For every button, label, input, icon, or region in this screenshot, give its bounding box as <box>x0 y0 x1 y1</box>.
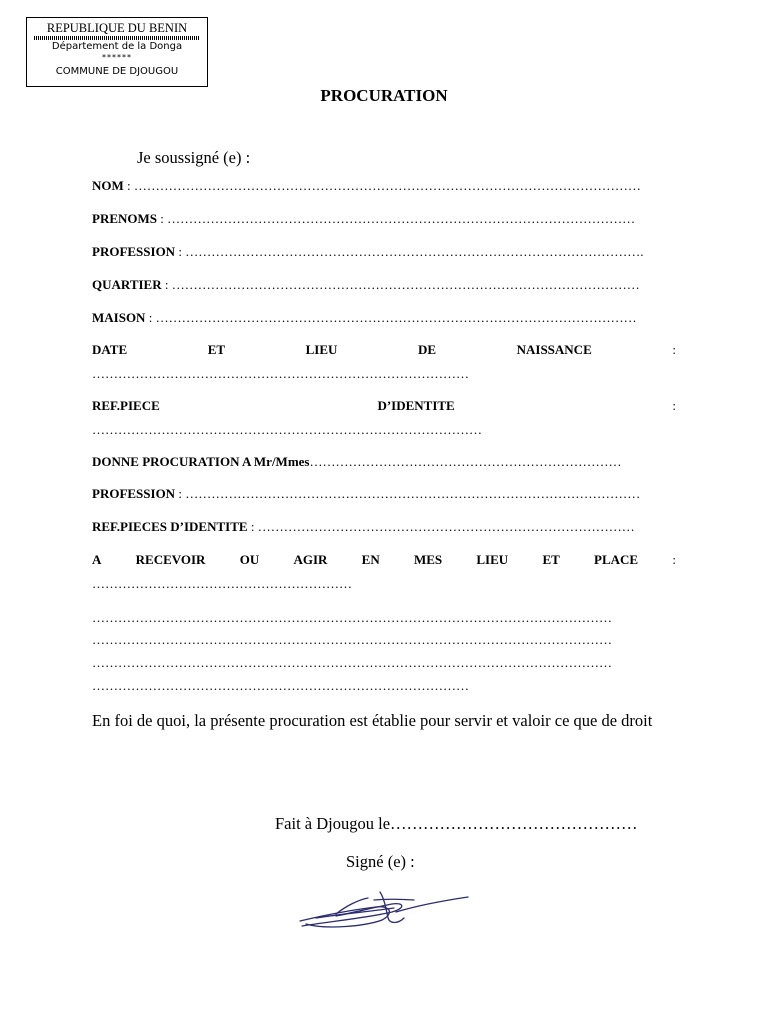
header-stamp-box <box>26 17 208 87</box>
field-separator: : <box>175 486 186 501</box>
word: LIEU <box>476 552 509 567</box>
field-separator: : <box>145 310 156 325</box>
department-name: Département de la Donga <box>51 41 183 52</box>
word: D’IDENTITE <box>377 398 455 413</box>
field-dots: ……………………………………………………………………………………………………… <box>133 178 641 193</box>
field-ref-piece-dots[interactable]: ……………………………………………………………………………… <box>92 422 482 437</box>
field-label: REF.PIECES D’IDENTITE <box>92 519 248 534</box>
signed-label: Signé (e) : <box>346 852 415 871</box>
field-label: PRENOMS <box>92 211 157 226</box>
word: OU <box>239 552 260 567</box>
word: EN <box>361 552 380 567</box>
field-dots: ………………………………………………………………………………………………… <box>155 310 637 325</box>
field-dots: ……………………………………………………………………………………………. <box>185 244 644 259</box>
field-separator: : <box>175 244 186 259</box>
field-label: PROFESSION <box>92 244 176 259</box>
closing-paragraph: En foi de quoi, la présente procuration est établie pour servir et valoir ce que de droit <box>92 711 653 730</box>
field-dots: …………………………………………………………………………………………… <box>185 486 641 501</box>
word: LIEU <box>305 342 338 357</box>
field-profession[interactable] <box>92 244 676 260</box>
place-date-line[interactable]: Fait à Djougou le……………………………………… <box>275 814 638 833</box>
field-date-lieu-dots[interactable]: …………………………………………………………………………… <box>92 366 469 381</box>
word: A <box>92 552 102 567</box>
field-dots: …………………………………………………………………………… <box>257 519 635 534</box>
word: PLACE <box>594 552 639 567</box>
commune-name: COMMUNE DE DJOUGOU <box>55 66 179 77</box>
field-label: NOM <box>92 178 124 193</box>
word: RECEVOIR <box>135 552 206 567</box>
field-separator: : <box>157 211 168 226</box>
word: MES <box>413 552 443 567</box>
field-ref-pieces-mandataire[interactable] <box>92 519 676 535</box>
field-nom[interactable] <box>92 178 676 194</box>
field-quartier[interactable] <box>92 277 676 293</box>
field-dots: ……………………………………………………………………………………………… <box>167 211 636 226</box>
field-separator: : <box>161 277 172 292</box>
handwritten-signature-icon <box>296 888 470 932</box>
field-recevoir-label <box>92 552 676 568</box>
field-recevoir-dots[interactable]: …………………………………………………… <box>92 576 352 591</box>
field-donne-procuration[interactable] <box>92 454 676 470</box>
field-label: PROFESSION <box>92 486 176 501</box>
country-name: REPUBLIQUE DU BENIN <box>46 21 188 35</box>
field-profession-mandataire[interactable] <box>92 486 676 502</box>
word: : <box>672 552 676 567</box>
field-separator: : <box>123 178 134 193</box>
word: NAISSANCE <box>516 342 592 357</box>
field-dots: ……………………………………………………………… <box>309 454 622 469</box>
field-separator: : <box>247 519 258 534</box>
word: ET <box>207 342 226 357</box>
field-ref-piece-label <box>92 398 676 414</box>
blank-line[interactable]: ………………………………………………………………………………………………………… <box>92 610 612 625</box>
blank-line[interactable]: ………………………………………………………………………………………………………… <box>92 655 612 670</box>
word: : <box>672 398 676 413</box>
field-prenoms[interactable] <box>92 211 676 227</box>
field-label: DONNE PROCURATION A Mr/Mmes <box>92 454 310 469</box>
field-date-lieu-label <box>92 342 676 358</box>
word: DATE <box>92 342 128 357</box>
blank-line[interactable]: …………………………………………………………………………… <box>92 678 469 693</box>
header-stars: ****** <box>102 53 132 62</box>
word: ET <box>542 552 560 567</box>
word: REF.PIECE <box>92 398 160 413</box>
intro-text: Je soussigné (e) : <box>137 148 251 167</box>
word: AGIR <box>293 552 328 567</box>
field-label: QUARTIER <box>92 277 162 292</box>
header-divider <box>34 36 200 40</box>
field-maison[interactable] <box>92 310 676 326</box>
word: DE <box>417 342 437 357</box>
field-dots: ……………………………………………………………………………………………… <box>171 277 640 292</box>
document-title: PROCURATION <box>320 86 448 105</box>
blank-line[interactable]: ………………………………………………………………………………………………………… <box>92 632 612 647</box>
field-label: MAISON <box>92 310 146 325</box>
word: : <box>672 342 676 357</box>
